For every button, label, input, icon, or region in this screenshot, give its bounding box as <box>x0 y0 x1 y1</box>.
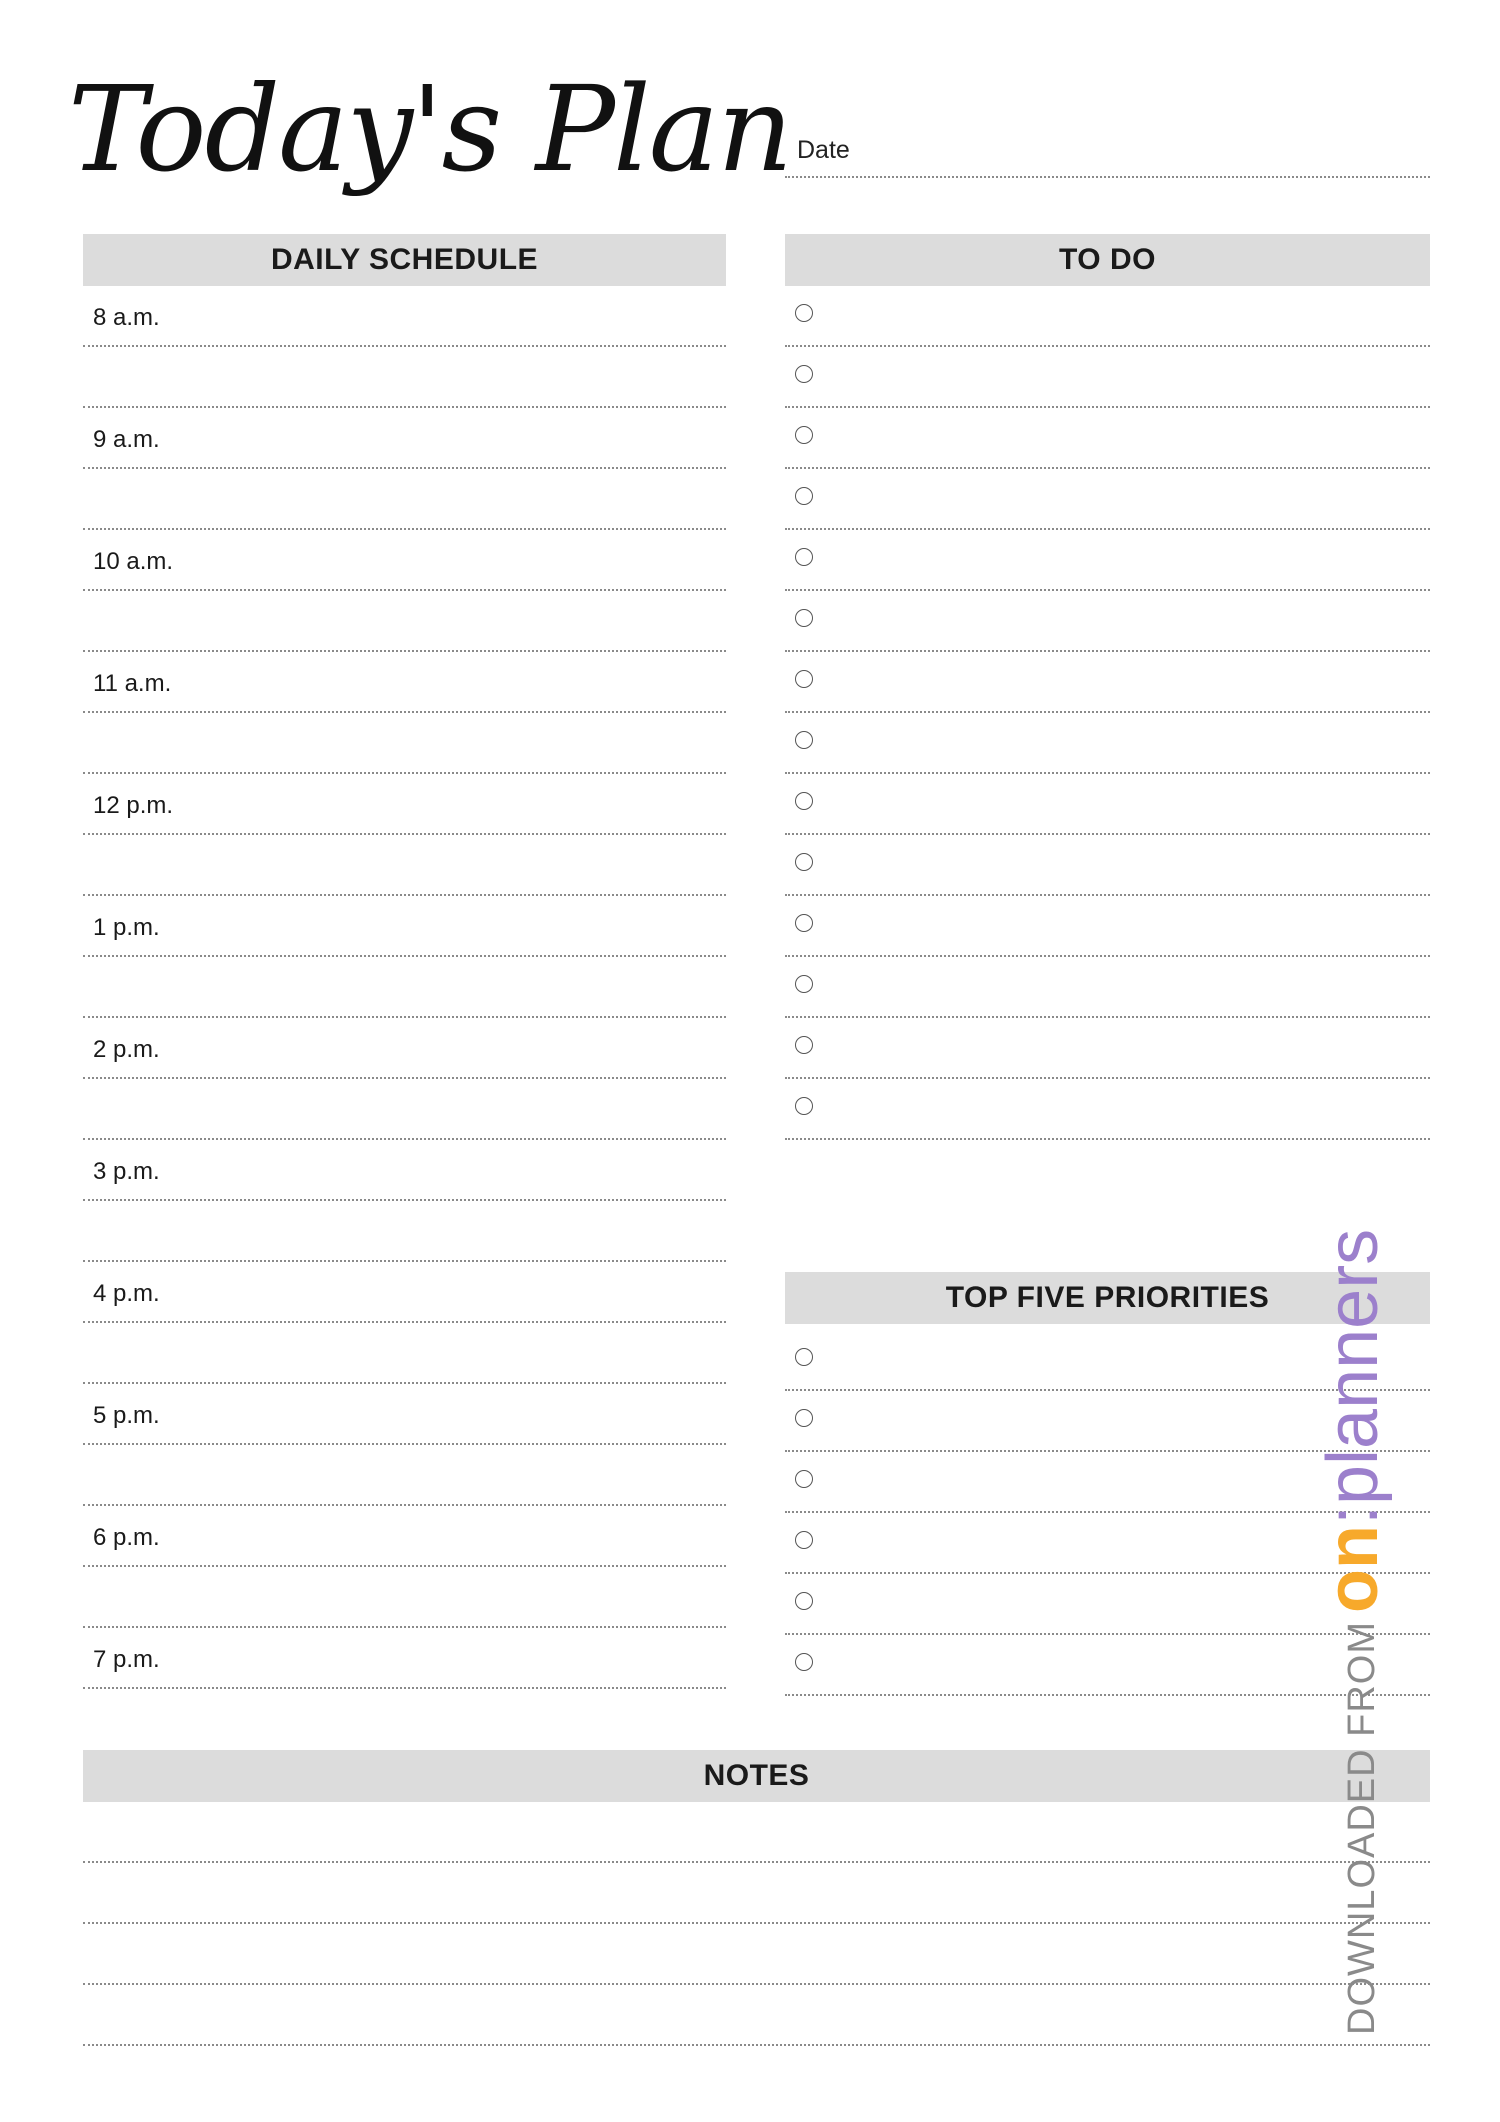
schedule-row[interactable] <box>83 652 726 713</box>
todo-item[interactable] <box>785 408 1430 469</box>
notes-heading: NOTES <box>83 1750 1430 1802</box>
watermark-text: DOWNLOADED FROM <box>1341 1621 1384 2035</box>
checkbox-circle-icon[interactable] <box>795 365 813 383</box>
notes-line[interactable] <box>83 1985 1430 2046</box>
todo-item[interactable] <box>785 713 1430 774</box>
priorities-heading: TOP FIVE PRIORITIES <box>785 1272 1430 1324</box>
todo-item[interactable] <box>785 774 1430 835</box>
notes-line[interactable] <box>83 1863 1430 1924</box>
notes-line[interactable] <box>83 1924 1430 1985</box>
schedule-row[interactable] <box>83 1445 726 1506</box>
time-label: 9 a.m. <box>93 426 160 453</box>
time-label: 7 p.m. <box>93 1646 160 1673</box>
checkbox-circle-icon[interactable] <box>795 1531 813 1549</box>
notes-area <box>83 1802 1430 2052</box>
checkbox-circle-icon[interactable] <box>795 1592 813 1610</box>
date-field[interactable] <box>785 176 1430 178</box>
checkbox-circle-icon[interactable] <box>795 670 813 688</box>
todo-list <box>785 286 1430 1146</box>
schedule-row[interactable] <box>83 1506 726 1567</box>
page-title: Today's Plan <box>68 60 792 198</box>
checkbox-circle-icon[interactable] <box>795 548 813 566</box>
checkbox-circle-icon[interactable] <box>795 731 813 749</box>
todo-item[interactable] <box>785 591 1430 652</box>
todo-heading: TO DO <box>785 234 1430 286</box>
schedule-row[interactable] <box>83 896 726 957</box>
checkbox-circle-icon[interactable] <box>795 975 813 993</box>
todo-item[interactable] <box>785 652 1430 713</box>
daily-schedule-list <box>83 286 726 1696</box>
todo-item[interactable] <box>785 286 1430 347</box>
checkbox-circle-icon[interactable] <box>795 1470 813 1488</box>
time-label: 2 p.m. <box>93 1036 160 1063</box>
schedule-row[interactable] <box>83 1262 726 1323</box>
time-label: 3 p.m. <box>93 1158 160 1185</box>
schedule-row[interactable] <box>83 1384 726 1445</box>
time-label: 8 a.m. <box>93 304 160 331</box>
todo-item[interactable] <box>785 1079 1430 1140</box>
todo-item[interactable] <box>785 896 1430 957</box>
time-label: 11 a.m. <box>93 670 172 697</box>
checkbox-circle-icon[interactable] <box>795 914 813 932</box>
time-label: 5 p.m. <box>93 1402 160 1429</box>
checkbox-circle-icon[interactable] <box>795 853 813 871</box>
checkbox-circle-icon[interactable] <box>795 1097 813 1115</box>
schedule-row[interactable] <box>83 1140 726 1201</box>
watermark-brand-planners: planners <box>1313 1228 1393 1506</box>
time-label: 10 a.m. <box>93 548 174 575</box>
todo-item[interactable] <box>785 957 1430 1018</box>
schedule-row[interactable] <box>83 1201 726 1262</box>
time-label: 6 p.m. <box>93 1524 160 1551</box>
checkbox-circle-icon[interactable] <box>795 304 813 322</box>
notes-line[interactable] <box>83 1802 1430 1863</box>
schedule-row[interactable] <box>83 1628 726 1689</box>
schedule-row[interactable] <box>83 286 726 347</box>
schedule-row[interactable] <box>83 1567 726 1628</box>
checkbox-circle-icon[interactable] <box>795 426 813 444</box>
schedule-row[interactable] <box>83 469 726 530</box>
checkbox-circle-icon[interactable] <box>795 1036 813 1054</box>
time-label: 12 p.m. <box>93 792 174 819</box>
schedule-row[interactable] <box>83 713 726 774</box>
schedule-row[interactable] <box>83 1323 726 1384</box>
todo-item[interactable] <box>785 1018 1430 1079</box>
checkbox-circle-icon[interactable] <box>795 487 813 505</box>
checkbox-circle-icon[interactable] <box>795 792 813 810</box>
schedule-row[interactable] <box>83 957 726 1018</box>
schedule-row[interactable] <box>83 1018 726 1079</box>
todo-item[interactable] <box>785 835 1430 896</box>
schedule-row[interactable] <box>83 591 726 652</box>
todo-item[interactable] <box>785 469 1430 530</box>
schedule-row[interactable] <box>83 835 726 896</box>
schedule-row[interactable] <box>83 347 726 408</box>
date-label: Date <box>797 136 850 164</box>
todo-item[interactable] <box>785 347 1430 408</box>
schedule-row[interactable] <box>83 530 726 591</box>
time-label: 4 p.m. <box>93 1280 160 1307</box>
checkbox-circle-icon[interactable] <box>795 1409 813 1427</box>
watermark <box>1313 1228 1393 2035</box>
todo-item[interactable] <box>785 530 1430 591</box>
schedule-row[interactable] <box>83 774 726 835</box>
daily-schedule-heading: DAILY SCHEDULE <box>83 234 726 286</box>
watermark-brand-sep: : <box>1313 1505 1393 1526</box>
time-label: 1 p.m. <box>93 914 160 941</box>
schedule-row[interactable] <box>83 1079 726 1140</box>
checkbox-circle-icon[interactable] <box>795 609 813 627</box>
schedule-row[interactable] <box>83 408 726 469</box>
checkbox-circle-icon[interactable] <box>795 1348 813 1366</box>
watermark-brand-on: on <box>1313 1525 1393 1613</box>
checkbox-circle-icon[interactable] <box>795 1653 813 1671</box>
